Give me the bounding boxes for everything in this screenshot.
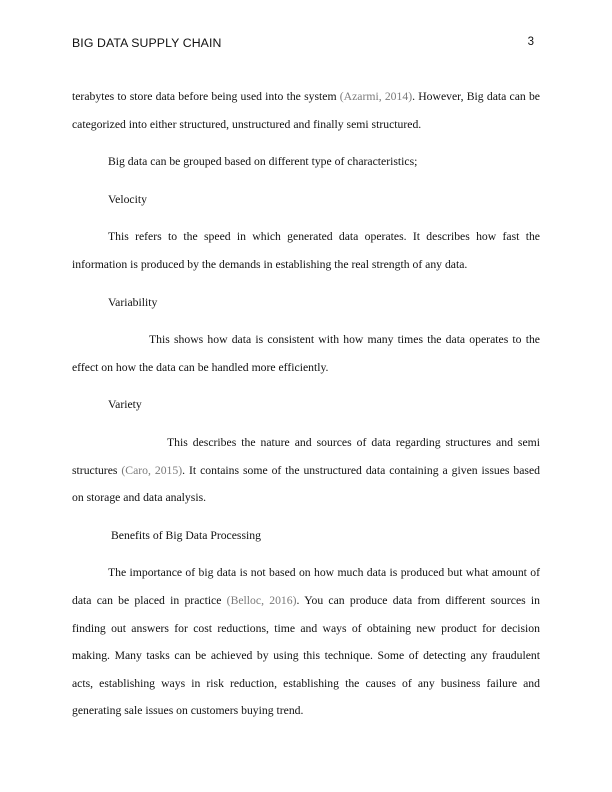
heading-variety: Variety <box>108 398 142 412</box>
citation: (Azarmi, 2014) <box>339 90 413 103</box>
paragraph-variability: This shows how data is consistent with how many times the data operates to the effect on how the data can be handled more efficiently. <box>72 333 540 374</box>
running-head: BIG DATA SUPPLY CHAIN <box>72 36 222 50</box>
citation: (Caro, 2015) <box>121 463 183 477</box>
paragraph-variety: This describes the nature and sources of data regarding structures and semi structures (Caro, 2015). It contains some of the unstructured data containing a given issues based on storage and data analysis. <box>72 435 541 505</box>
heading-variability: Variability <box>108 295 158 309</box>
heading-benefits: Benefits of Big Data Processing <box>111 528 261 542</box>
document-body <box>72 83 540 725</box>
page-header <box>72 36 540 52</box>
paragraph-continuation: terabytes to store data before being used into the system (Azarmi, 2014). However, Big data can be categorized into either structured, unstructured and finally semi structured. <box>72 90 540 131</box>
citation: (Belloc, 2016) <box>226 593 297 607</box>
page-number: 3 <box>527 36 534 48</box>
paragraph-velocity: This refers to the speed in which generated data operates. It describes how fast the information is produced by the demands in establishing the real strength of any data. <box>72 230 540 271</box>
paragraph-intro: Big data can be grouped based on different type of characteristics; <box>108 155 418 169</box>
paragraph-benefits: The importance of big data is not based on how much data is produced but what amount of data can be placed in practice (Belloc, 2016). You can produce data from different sources in finding out answers for cost reductions, time and ways of obtaining new product for decision making. Many tasks can be achieved by using this technique. Some of detecting any fraudulent acts, establishing ways in risk reduction, establishing the causes of any business failure and generating sale issues on customers buying trend. <box>72 566 540 718</box>
heading-velocity: Velocity <box>108 192 147 206</box>
